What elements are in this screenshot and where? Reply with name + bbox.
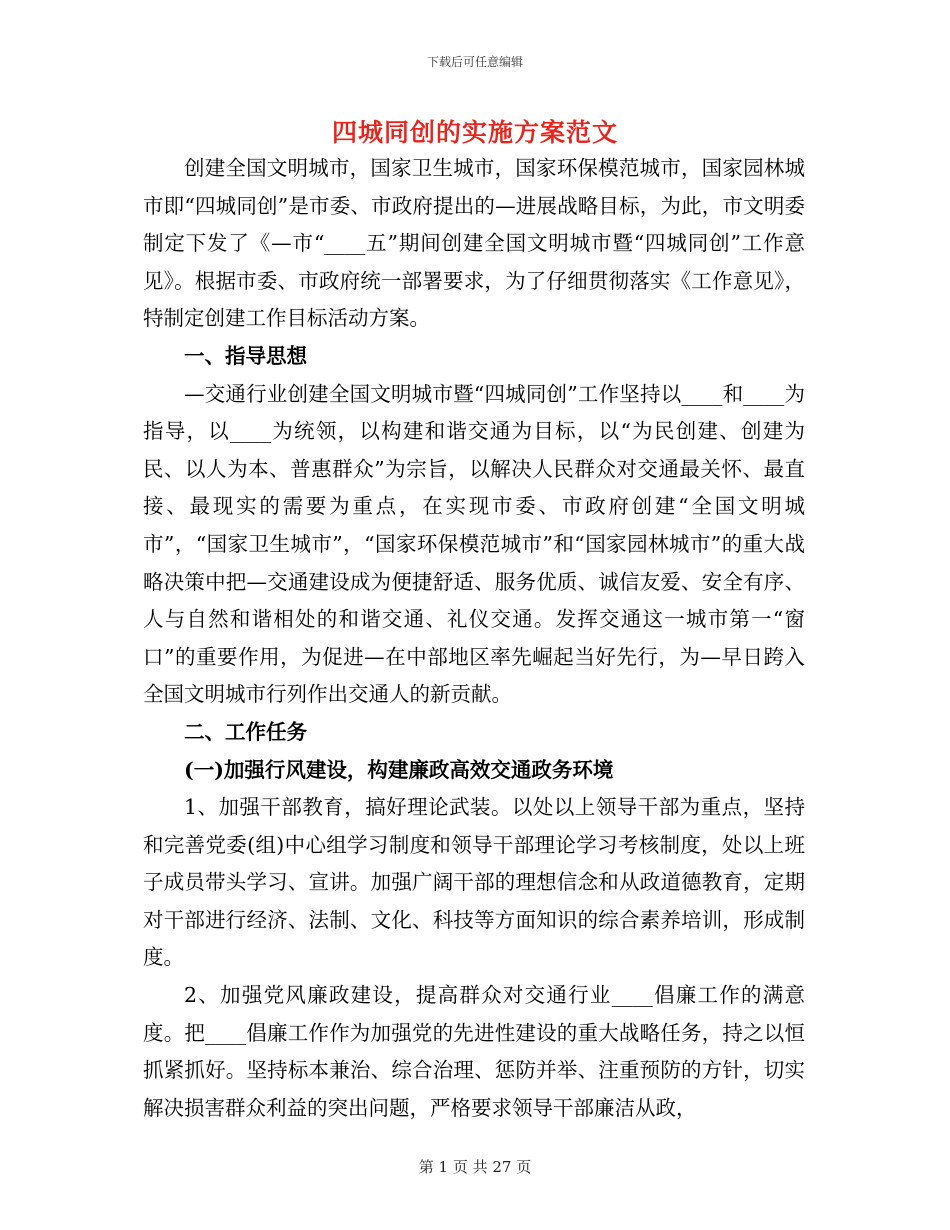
document-title: 四城同创的实施方案范文	[331, 118, 618, 147]
guiding-ideology-paragraph: —交通行业创建全国文明城市暨“四城同创”工作坚持以____和____为指导，以____为统领，以构建和谐交通为目标，以“为民创建、创建为民、以人为本、普惠群众”为宗旨，以解决人民群众对交通最关怀、最直接、最现实的需要为重点，在实现市委、市政府创建“全国文明城市”，“国家卫生城市”，“国家环保模范城市”和“国家园林城市”的重大战略决策中把—交通建设成为便捷舒适、服务优质、诚信友爱、安全有序、人与自然和谐相处的和谐交通、礼仪交通。发挥交通这一城市第一“窗口”的重要作用，为促进—在中部地区率先崛起当好先行，为—早日跨入全国文明城市行列作出交通人的新贡献。	[143, 381, 805, 707]
page-number: 第 1 页 共 27 页	[418, 1158, 532, 1176]
section-heading-work-tasks: 二、工作任务	[184, 719, 307, 744]
task-paragraph-2: 2、加强党风廉政建设，提高群众对交通行业____倡廉工作的满意度。把____倡廉工作作为加强党的先进性建设的重大战略任务，持之以恒抓紧抓好。坚持标本兼治、综合治理、惩防并举、注重预防的方针，切实解决损害群众利益的突出问题，严格要求领导干部廉洁从政，	[143, 983, 805, 1120]
task-paragraph-1: 1、加强干部教育，搞好理论武装。以处以上领导干部为重点，坚持和完善党委(组)中心组学习制度和领导干部理论学习考核制度，处以上班子成员带头学习、宣讲。加强广阔干部的理想信念和从政道德教育，定期对干部进行经济、法制、文化、科技等方面知识的综合素养培训，形成制度。	[143, 795, 805, 970]
document-body	[143, 150, 805, 1127]
header-note: 下载后可任意编辑	[426, 55, 523, 69]
section-heading-guiding-ideology: 一、指导思想	[184, 343, 307, 368]
subsection-heading-conduct-building: (一)加强行风建设，构建廉政高效交通政务环境	[184, 757, 614, 782]
intro-paragraph: 创建全国文明城市，国家卫生城市，国家环保模范城市，国家园林城市即“四城同创”是市委、市政府提出的—进展战略目标，为此，市文明委制定下发了《—市“____五”期间创建全国文明城市暨“四城同创”工作意见》。根据市委、市政府统一部署要求，为了仔细贯彻落实《工作意见》，特制定创建工作目标活动方案。	[143, 156, 805, 331]
